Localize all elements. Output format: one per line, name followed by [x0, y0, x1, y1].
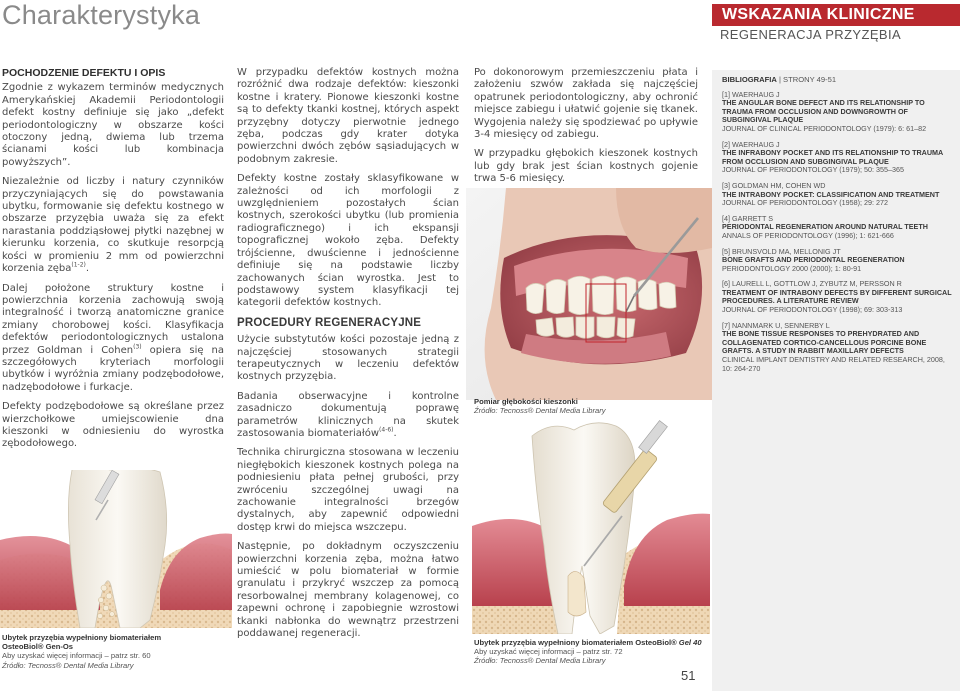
caption-more-info: Aby uzyskać więcej informacji – patrz str. 72: [474, 647, 623, 657]
reference-journal: CLINICAL IMPLANT DENTISTRY AND RELATED RESEARCH, 2008, 10: 264-270: [722, 355, 945, 373]
bibliography-panel: [712, 70, 960, 691]
paragraph: Dalej położone struktury kostne i powierzchnia korzenia zachowują swoją integralność i tworzą anatomiczne granice zmiany chorobowej kości. Klasyfikacja defektów periodontologicznych ustalona przez Goldman i Cohen$^{(3)}$ opiera się na szczegółowych kryteriach morfologii ubytków i wyróżnia zmiany podzębodołowe, nadzębodołowe i furkacje.: [2, 282, 224, 393]
caption-title: Pomiar głębokości kieszonki: [474, 397, 578, 406]
text-column-1: [2, 67, 224, 458]
paragraph: Defekty podzębodołowe są określane przez wierzchołkowe umiejscowienie dna kieszonki w odniesieniu do wyrostka zębodołowego.: [2, 401, 224, 450]
category-subtitle: REGENERACJA PRZYZĘBIA: [720, 27, 902, 42]
section-heading-origin: POCHODZENIE DEFEKTU I OPIS: [2, 67, 166, 79]
reference-item: [722, 248, 952, 274]
caption-product: OsteoBiol® Gen-Os: [2, 642, 73, 652]
paragraph: W przypadku defektów kostnych można rozróżnić dwa rodzaje defektów: kieszonki kostne i kratery. Pionowe kieszonki kostne są to defekty tkanki kostnej, których aspekt przyzębny dotyczy pierwotnie jednego zęba, podczas gdy krater dotyka powierzchni dwóch zębów sąsiadujących w podobnym zakresie.: [237, 67, 459, 165]
reference-title: THE ANGULAR BONE DEFECT AND ITS RELATIONSHIP TO TRAUMA FROM OCCLUSION AND DOWNGROWTH OF SUBGINGIVAL PLAQUE: [722, 98, 925, 125]
paragraph: Następnie, po dokładnym oczyszczeniu powierzchni korzenia zęba, można łatwo umieścić w polu biomateriał w formie granulatu i przykryć wszczep za pomocą resorbowalnej membrany kolagenowej, co zapewni ochronę i zapobiegnie wzrostowi tkanki nabłonka do wewnątrz przestrzeni poddawanej regeneracji.: [237, 541, 459, 640]
reference-title: THE BONE TISSUE RESPONSES TO PREHYDRATED AND COLLAGENATED CORTICO-CANCELLOUS PORCINE BONE GRAFTS. A STUDY IN RABBIT MAXILLARY DEFECTS: [722, 329, 927, 356]
reference-title: THE INFRABONY POCKET AND ITS RELATIONSHIP TO TRAUMA FROM OCCLUSION AND SUBGINGIVAL PLAQUE: [722, 148, 943, 166]
reference-title: BONE GRAFTS AND PERIODONTAL REGENERATION: [722, 255, 905, 265]
paragraph: Badania obserwacyjne i kontrolne zasadniczo dokumentują poprawę parametrów klinicznych na skutek zastosowania biomateriałów$^{(4-6)}$.: [237, 390, 459, 439]
bibliography-heading: BIBLIOGRAFIA | STRONY 49-51: [722, 75, 837, 84]
reference-journal: JOURNAL OF CLINICAL PERIODONTOLOGY (1979): 6: 61–82: [722, 123, 927, 133]
caption-source: Źródło: Tecnoss® Dental Media Library: [474, 656, 606, 666]
caption-title: Ubytek przyzębia wypełniony biomateriałem: [2, 633, 162, 642]
paragraph: Zgodnie z wykazem terminów medycznych Amerykańskiej Akademii Periodontologii defekt kostny definiuje się jako „defekt periodontologiczny w obszarze kości otoczony jedną, dwiema lub trzema ścianami kości lub kombinacja powyższych”.: [2, 82, 224, 168]
paragraph: W przypadku głębokich kieszonek kostnych lub gdy brak jest ścian kostnych gojenie trwa 5-6 miesięcy.: [474, 148, 698, 185]
tooth-illustration-gel-40: [472, 416, 710, 634]
reference-author: [4] GARRETT S: [722, 213, 773, 223]
tooth-illustration-gen-os: [0, 470, 232, 628]
reference-item: [722, 280, 952, 314]
reference-author: [3] GOLDMAN HM, COHEN WD: [722, 180, 826, 190]
caption-title: Ubytek przyzębia wypełniony biomateriałem OsteoBiol® Gel 40: [474, 638, 702, 647]
reference-author: [5] BRUNSVOLD MA, MELLONIG JT: [722, 246, 841, 256]
reference-author: [6] LAURELL L, GOTTLOW J, ZYBUTZ M, PERSSON R: [722, 279, 902, 289]
paragraph: Defekty kostne zostały sklasyfikowane w zależności od ich morfologii z uwzględnieniem pozostałych ścian kostnych, szerokości ubytku (lub promienia radiograficznego) i ich ekspansji topograficznej wokoło zęba. Defekty trójścienne, dwuścienne i jednościenne definiuje się na podstawie liczby zachowanych ścian wyrostka. Jest to podstawowy system klasyfikacji tej kategorii defektów kostnych.: [237, 173, 459, 309]
reference-item: [722, 91, 952, 134]
section-heading-procedures: PROCEDURY REGENERACYJNE: [237, 316, 422, 329]
reference-item: [722, 322, 952, 374]
photo-caption: [474, 397, 710, 415]
paragraph: Niezależnie od liczby i natury czynników przyczyniających się do powstawania ubytku, formowanie się defektu kostnego w obszarze przyzębia uważa się za efekt narastania poddziąsłowej płytki nazębnej w kierunku korzenia, co skutkuje resorpcją kości w promieniu 2 mm od powierzchni korzenia zęba$^{(1-2)}$.: [2, 176, 224, 275]
reference-list: [722, 91, 952, 374]
reference-journal: ANNALS OF PERIODONTOLOGY (1996); 1: 621-666: [722, 230, 894, 240]
reference-journal: PERIODONTOLOGY 2000 (2000); 1: 80-91: [722, 263, 862, 273]
right-figure-caption: [474, 638, 710, 666]
reference-item: [722, 182, 952, 208]
reference-journal: JOURNAL OF PERIODONTOLOGY (1979); 50: 355–365: [722, 165, 905, 175]
reference-journal: JOURNAL OF PERIODONTOLOGY (1958); 29: 272: [722, 198, 889, 208]
reference-author: [1] WAERHAUG J: [722, 89, 780, 99]
reference-item: [722, 141, 952, 175]
page-title: Charakterystyka: [2, 0, 201, 30]
caption-source: Źródło: Tecnoss® Dental Media Library: [474, 406, 606, 416]
paragraph: Technika chirurgiczna stosowana w leczeniu niegłębokich kieszonek kostnych polega na podniesieniu płata pełnej grubości, przy zwróceniu szczególnej uwagi na zachowanie integralności brzegów dystalnych, aby zapewnić odpowiedni dostęp krwi do miejsca wszczepu.: [237, 447, 459, 533]
reference-item: [722, 215, 952, 241]
reference-author: [2] WAERHAUG J: [722, 139, 780, 149]
pocket-depth-photo: [466, 188, 712, 400]
text-column-2: [237, 67, 459, 647]
reference-title: THE INTRABONY POCKET: CLASSIFICATION AND TREATMENT: [722, 189, 940, 199]
reference-title: PERIODONTAL REGENERATION AROUND NATURAL TEETH: [722, 222, 928, 232]
left-figure-caption: [2, 633, 232, 670]
paragraph: Użycie substytutów kości pozostaje jedną z najczęściej stosowanych strategii terapeutycznych w leczeniu defektów kostnych przyzębia.: [237, 334, 459, 383]
reference-title: TREATMENT OF INTRABONY DEFECTS BY DIFFERENT SURGICAL PROCEDURES. A LITERATURE REVIEW: [722, 287, 952, 306]
page-number: 51: [681, 668, 696, 683]
reference-author: [7] NANNMARK U, SENNERBY L: [722, 320, 830, 330]
paragraph: Po dokonorowym przemieszczeniu płata i założeniu szwów zakłada się najczęściej opatrunek periodontologiczny, aby ochronić miejsce zabiegu i ułatwić gojenie się tkanek. Wygojenia należy się spodziewać po upływie 3-4 miesięcy od zabiegu.: [474, 67, 698, 141]
caption-more-info: Aby uzyskać więcej informacji – patrz str. 60: [2, 651, 151, 661]
category-banner: WSKAZANIA KLINICZNE: [712, 4, 960, 26]
text-column-3: [474, 67, 698, 193]
caption-source: Źródło: Tecnoss® Dental Media Library: [2, 660, 134, 670]
reference-journal: JOURNAL OF PERIODONTOLOGY (1998); 69: 303-313: [722, 305, 903, 315]
